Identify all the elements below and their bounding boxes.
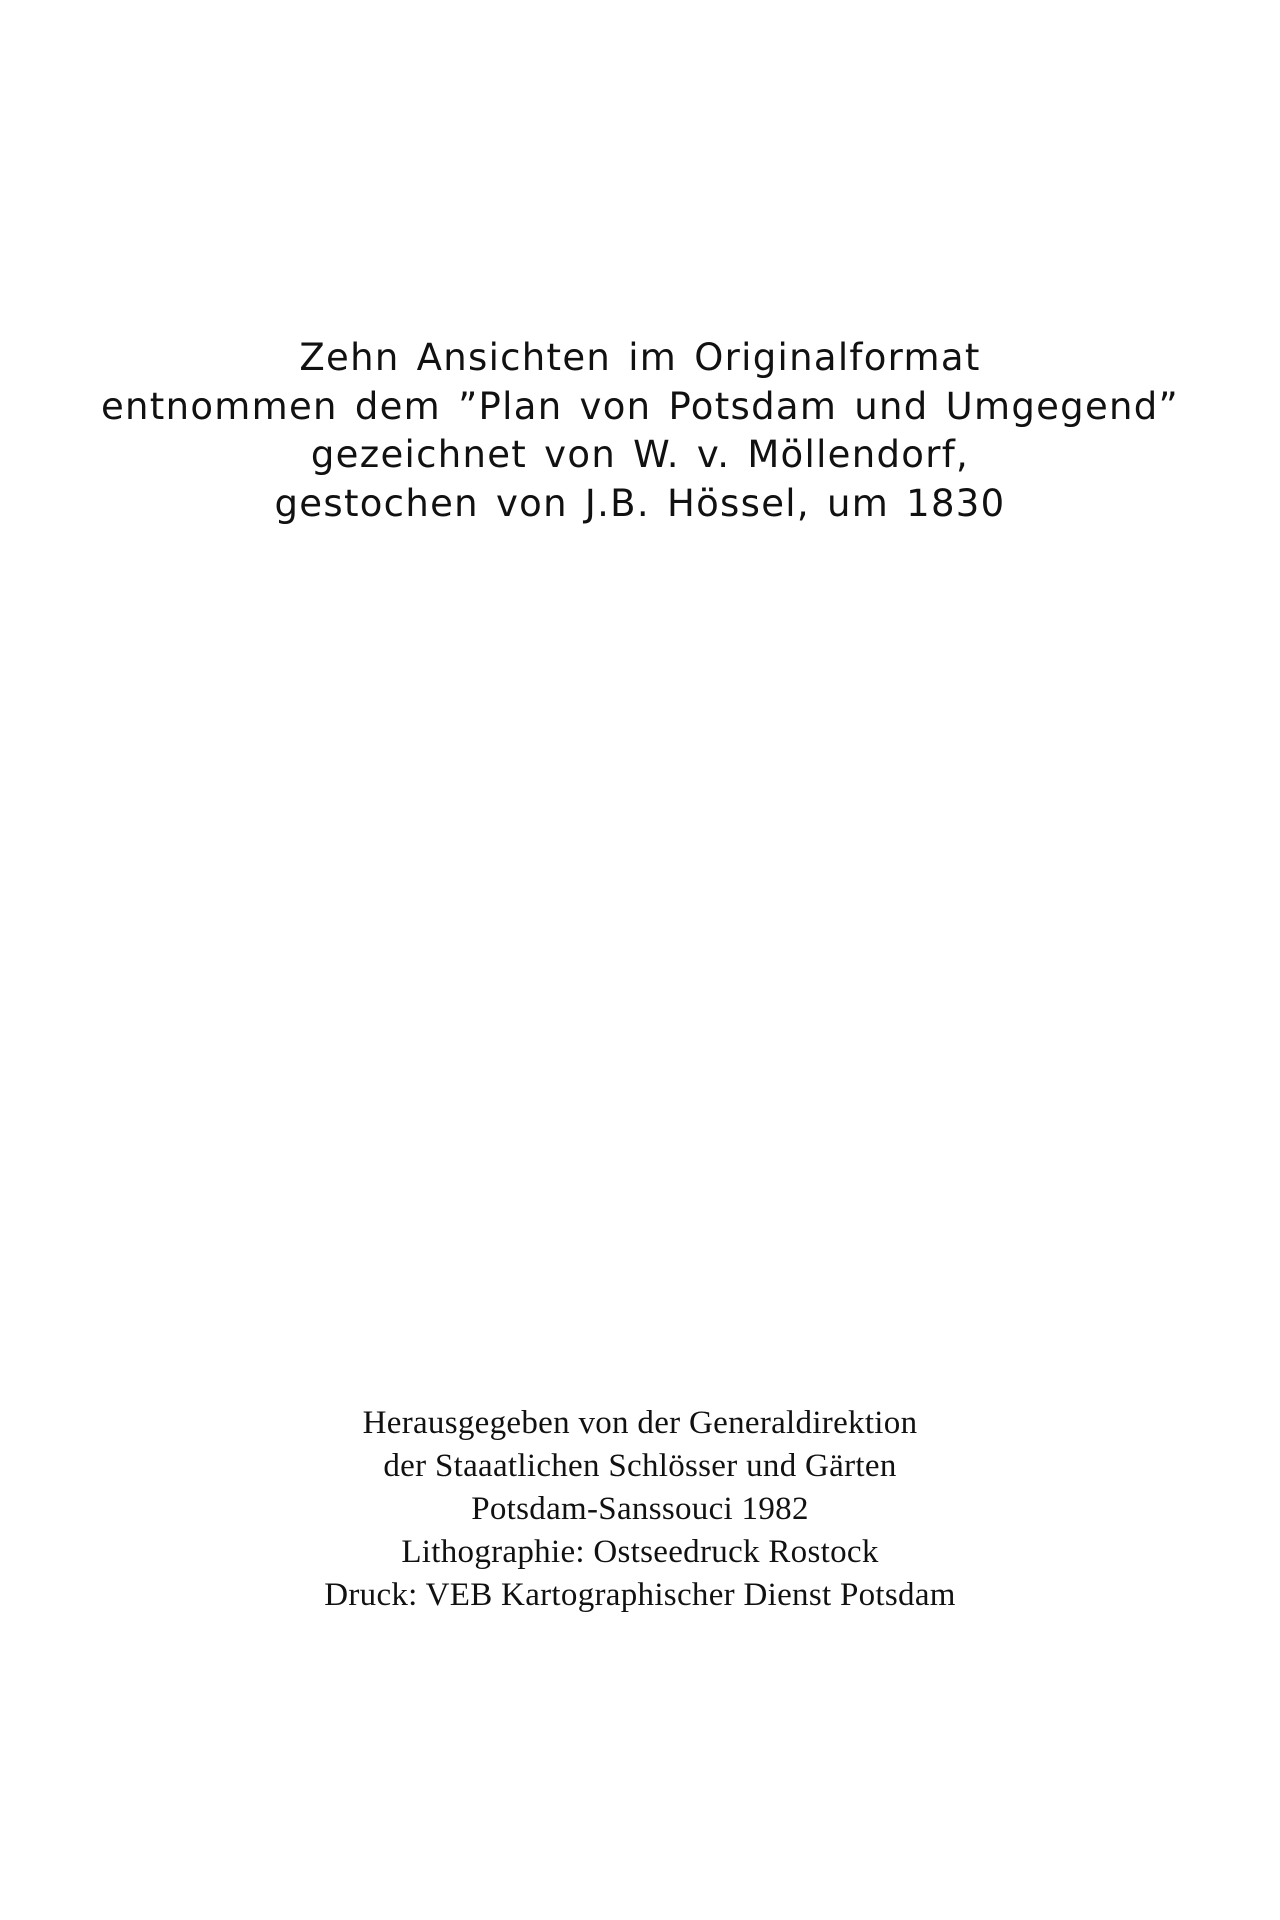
imprint-line: Druck: VEB Kartographischer Dienst Potsdam: [324, 1577, 956, 1613]
imprint-line: Potsdam-Sanssouci 1982: [471, 1491, 809, 1527]
title-line: entnommen dem ”Plan von Potsdam und Umgegend”: [100, 384, 1180, 428]
title-block: [0, 334, 1280, 528]
title-line: gestochen von J.B. Hössel, um 1830: [274, 481, 1006, 525]
title-line: gezeichnet von W. v. Möllendorf,: [310, 433, 970, 476]
imprint-block: [0, 1402, 1280, 1617]
imprint-line: Lithographie: Ostseedruck Rostock: [401, 1534, 879, 1570]
title-line: Zehn Ansichten im Originalformat: [299, 336, 981, 379]
imprint-line: Herausgegeben von der Generaldirektion: [362, 1405, 918, 1441]
imprint-line: der Staaatlichen Schlösser und Gärten: [383, 1448, 897, 1484]
